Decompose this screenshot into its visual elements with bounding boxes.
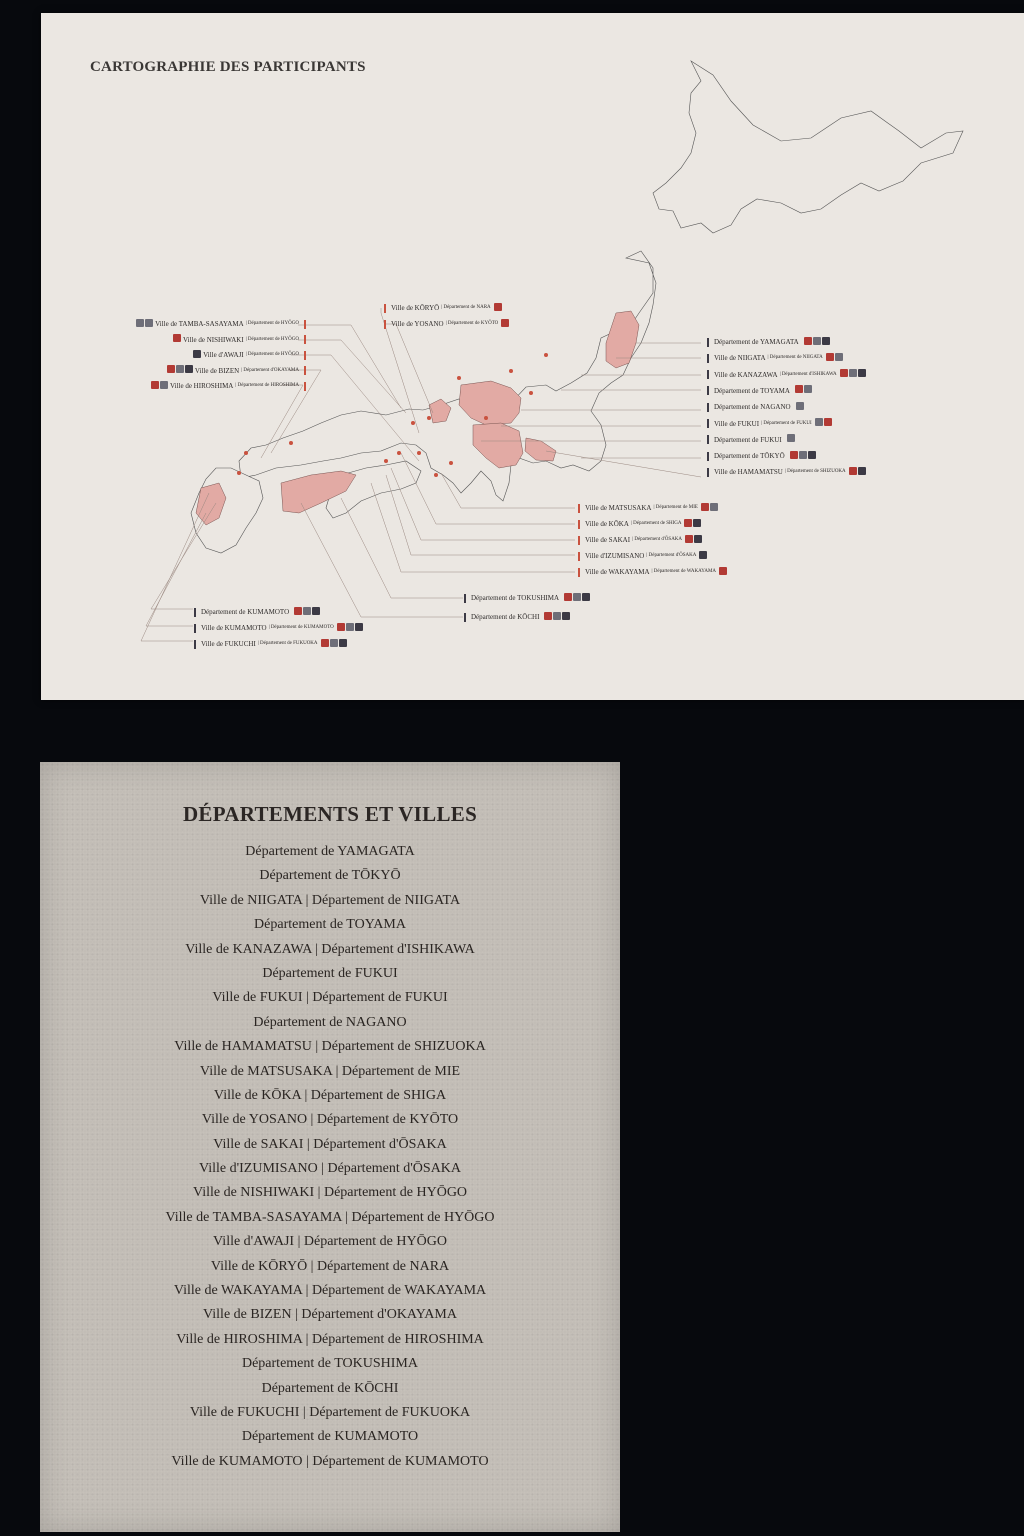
participation-icon xyxy=(339,639,347,647)
map-label xyxy=(704,370,866,380)
label-name: Ville d'AWAJI xyxy=(203,351,244,359)
participation-icon xyxy=(701,503,709,511)
hokkaido-outline xyxy=(653,61,963,233)
participation-icon xyxy=(813,337,821,345)
participation-icon xyxy=(822,337,830,345)
label-department: | Département d'ŌSAKA xyxy=(646,553,697,558)
label-department: | Département d'ŌSAKA xyxy=(632,537,683,542)
participation-icons xyxy=(543,612,570,623)
label-marker xyxy=(194,624,196,633)
participation-icon xyxy=(330,639,338,647)
map-title: CARTOGRAPHIE DES PARTICIPANTS xyxy=(90,59,366,75)
departments-plaque xyxy=(40,762,620,1532)
map-label xyxy=(575,503,718,513)
participation-icons xyxy=(500,319,509,330)
map-label xyxy=(575,535,702,545)
map-label xyxy=(704,386,812,396)
participation-icons xyxy=(135,319,153,330)
participation-icon xyxy=(564,593,572,601)
participation-icon xyxy=(799,451,807,459)
participation-icon xyxy=(501,319,509,327)
plaque-entry: Ville de MATSUSAKA | Département de MIE xyxy=(199,1063,461,1079)
map-label xyxy=(381,319,509,329)
plaque-entry: Département de TŌKYŌ xyxy=(259,868,401,884)
label-marker xyxy=(304,335,306,344)
participation-icons xyxy=(684,535,702,546)
participation-icon xyxy=(699,551,707,559)
participation-icons xyxy=(493,303,502,314)
participation-icon xyxy=(346,623,354,631)
participation-icon xyxy=(173,334,181,342)
plaque-entry: Ville de FUKUI | Département de FUKUI xyxy=(212,990,448,1006)
participation-icon xyxy=(337,623,345,631)
label-marker xyxy=(707,419,709,428)
label-marker xyxy=(707,338,709,347)
participation-icons xyxy=(794,385,812,396)
participation-icon xyxy=(176,365,184,373)
participation-icon xyxy=(136,319,144,327)
participation-icon xyxy=(185,365,193,373)
participation-icon xyxy=(303,607,311,615)
participation-icon xyxy=(815,418,823,426)
map-board xyxy=(41,13,1024,700)
map-label xyxy=(461,612,570,622)
map-label xyxy=(704,402,804,412)
label-name: Département de TŌKYŌ xyxy=(714,452,785,461)
plaque-entry: Département de KŌCHI xyxy=(261,1380,399,1396)
label-department: | Département d'ISHIKAWA xyxy=(779,371,837,377)
participation-icon xyxy=(858,467,866,475)
plaque-entry: Ville de FUKUCHI | Département de FUKUOKA xyxy=(189,1404,471,1420)
participation-icon xyxy=(849,369,857,377)
label-name: Ville de YOSANO xyxy=(391,320,444,328)
label-name: Ville de KŌRYŌ xyxy=(391,304,440,312)
label-department: | Département d'OKAYAMA xyxy=(241,367,299,373)
participation-icon xyxy=(835,353,843,361)
label-name: Ville de HIROSHIMA xyxy=(170,382,234,390)
label-name: Département de KŌCHI xyxy=(471,613,540,621)
label-marker xyxy=(707,435,709,444)
label-name: Département de TOYAMA xyxy=(714,386,790,395)
plaque-entry: Département de KUMAMOTO xyxy=(241,1429,419,1445)
plaque-entry: Ville de SAKAI | Département d'ŌSAKA xyxy=(213,1136,447,1152)
plaque-entry: Ville d'IZUMISANO | Département d'ŌSAKA xyxy=(198,1161,462,1177)
participation-icons xyxy=(172,334,181,345)
map-label xyxy=(191,623,363,633)
label-name: Ville de NISHIWAKI xyxy=(183,335,244,344)
participation-icon xyxy=(684,519,692,527)
region-yamagata xyxy=(606,311,639,368)
label-marker xyxy=(707,386,709,395)
label-marker xyxy=(707,452,709,461)
label-name: Ville de FUKUI xyxy=(714,419,760,428)
participation-icon xyxy=(824,418,832,426)
label-marker xyxy=(464,613,466,622)
map-label xyxy=(172,335,309,345)
honshu-outline xyxy=(239,251,656,501)
plaque-entry: Département de NAGANO xyxy=(253,1014,407,1030)
participation-icons xyxy=(795,402,804,413)
participation-icon xyxy=(826,353,834,361)
label-name: Département de NAGANO xyxy=(714,403,791,412)
plaque-entry: Ville de HAMAMATSU | Département de SHIZUOKA xyxy=(174,1039,486,1055)
map-label xyxy=(461,593,590,603)
map-label xyxy=(704,467,866,477)
plaque-entry-list xyxy=(40,840,620,1474)
plaque-entry: Ville de YOSANO | Département de KYŌTO xyxy=(201,1112,459,1128)
map-label xyxy=(704,435,795,445)
plaque-entry: Ville de KANAZAWA | Département d'ISHIKAWA xyxy=(185,941,475,957)
participation-icon xyxy=(193,350,201,358)
map-label xyxy=(191,607,320,617)
participation-icons xyxy=(814,418,832,429)
plaque-entry: Département de FUKUI xyxy=(262,965,398,981)
map-label xyxy=(191,639,347,649)
label-department: | Département de MIE xyxy=(653,505,698,510)
label-name: Ville de KUMAMOTO xyxy=(201,624,267,632)
participation-icon xyxy=(553,612,561,620)
participation-icons xyxy=(166,365,193,376)
map-label xyxy=(575,567,727,577)
participation-icon xyxy=(294,607,302,615)
map-label xyxy=(704,419,832,429)
map-label xyxy=(166,366,309,376)
label-marker xyxy=(578,552,580,561)
label-marker xyxy=(578,504,580,513)
participation-icon xyxy=(796,402,804,410)
label-department: | Département de NARA xyxy=(441,305,491,310)
label-name: Ville de HAMAMATSU xyxy=(714,468,783,477)
plaque-entry: Ville de WAKAYAMA | Département de WAKAYAMA xyxy=(173,1283,487,1299)
label-name: Ville de BIZEN xyxy=(194,366,240,375)
label-name: Ville de MATSUSAKA xyxy=(585,504,652,512)
participation-icons xyxy=(718,567,727,578)
label-marker xyxy=(707,370,709,379)
participation-icon xyxy=(808,451,816,459)
participation-icons xyxy=(700,503,718,514)
plaque-title: DÉPARTEMENTS ET VILLES xyxy=(182,802,478,826)
label-name: Département de YAMAGATA xyxy=(714,338,799,346)
participation-icon xyxy=(693,519,701,527)
participation-icons xyxy=(789,451,816,462)
participation-icon xyxy=(694,535,702,543)
participation-icons xyxy=(839,369,866,380)
label-marker xyxy=(384,304,386,313)
label-department: | Département de FUKUI xyxy=(761,420,812,426)
plaque-entry: Ville de NIIGATA | Département de NIIGATA xyxy=(199,892,461,908)
map-label xyxy=(135,319,309,329)
participation-icon xyxy=(160,381,168,389)
participation-icon xyxy=(321,639,329,647)
label-name: Ville de SAKAI xyxy=(585,536,631,544)
participation-icon xyxy=(573,593,581,601)
label-department: | Département de HYŌGO xyxy=(245,321,299,326)
plaque-entry: Ville de KUMAMOTO | Département de KUMAMOTO xyxy=(171,1453,489,1469)
plaque-entry: Ville de KŌRYŌ | Département de NARA xyxy=(210,1258,450,1274)
participation-icons xyxy=(563,593,590,604)
label-department: | Département de NIIGATA xyxy=(767,355,823,361)
label-marker xyxy=(194,640,196,649)
participation-icon xyxy=(790,451,798,459)
label-department: | Département de KUMAMOTO xyxy=(268,625,334,630)
label-marker xyxy=(707,354,709,363)
label-department: | Département de HYŌGO xyxy=(245,336,299,342)
participation-icons xyxy=(698,551,707,562)
label-marker xyxy=(578,536,580,545)
label-marker xyxy=(578,520,580,529)
participation-icons xyxy=(786,434,795,445)
label-marker xyxy=(304,366,306,375)
participation-icon xyxy=(582,593,590,601)
label-name: Département de TOKUSHIMA xyxy=(471,594,560,602)
plaque-entry: Ville d'AWAJI | Département de HYŌGO xyxy=(213,1234,447,1250)
participation-icon xyxy=(355,623,363,631)
participation-icon xyxy=(151,381,159,389)
participation-icons xyxy=(293,607,320,618)
participation-icon xyxy=(849,467,857,475)
participation-icon xyxy=(858,369,866,377)
plaque-entry: Ville de NISHIWAKI | Département de HYŌGO xyxy=(192,1185,468,1201)
label-marker xyxy=(304,382,306,391)
label-marker xyxy=(384,320,386,329)
label-name: Ville de WAKAYAMA xyxy=(585,568,650,576)
plaque-entry: Ville de KŌKA | Département de SHIGA xyxy=(213,1087,447,1103)
label-department: | Département de HIROSHIMA xyxy=(235,383,299,388)
participation-icons xyxy=(336,623,363,634)
participation-icons xyxy=(683,519,701,530)
label-marker xyxy=(707,403,709,412)
label-department: | Département de FUKUOKA xyxy=(257,641,318,646)
plaque-entry: Département de TOKUSHIMA xyxy=(241,1356,418,1372)
participation-icon xyxy=(804,337,812,345)
label-marker xyxy=(304,320,306,329)
participation-icons xyxy=(825,353,843,364)
label-name: Ville de NIIGATA xyxy=(714,354,766,363)
label-department: | Département de SHIZUOKA xyxy=(784,469,846,475)
label-department: | Département de HYŌGO xyxy=(245,352,299,357)
plaque-entry: Ville de BIZEN | Département d'OKAYAMA xyxy=(203,1307,457,1323)
participation-icon xyxy=(685,535,693,543)
plaque-entry: Département de YAMAGATA xyxy=(245,844,415,859)
label-name: Ville d'IZUMISANO xyxy=(585,552,645,560)
map-label xyxy=(704,353,843,363)
label-marker xyxy=(464,594,466,603)
participation-icons xyxy=(320,639,347,650)
label-name: Ville de KŌKA xyxy=(585,520,629,528)
map-label xyxy=(704,337,830,347)
label-department: | Département de WAKAYAMA xyxy=(651,569,716,574)
map-label xyxy=(575,519,701,529)
plaque-entry: Ville de TAMBA-SASAYAMA | Département de HYŌGO xyxy=(165,1209,495,1225)
participation-icon xyxy=(312,607,320,615)
label-marker xyxy=(578,568,580,577)
participation-icons xyxy=(150,381,168,392)
participation-icon xyxy=(167,365,175,373)
label-name: Ville de FUKUCHI xyxy=(201,640,256,648)
participation-icon xyxy=(840,369,848,377)
label-name: Département de FUKUI xyxy=(714,435,782,444)
participation-icon xyxy=(544,612,552,620)
participation-icon xyxy=(145,319,153,327)
plaque-entry: Département de TOYAMA xyxy=(254,917,406,933)
participation-icons xyxy=(803,337,830,348)
participation-icons xyxy=(192,350,201,361)
label-name: Département de KUMAMOTO xyxy=(201,608,290,616)
label-marker xyxy=(194,608,196,617)
label-department: | Département de SHIGA xyxy=(630,521,682,526)
map-label xyxy=(192,350,309,360)
participation-icon xyxy=(795,385,803,393)
map-label xyxy=(704,451,816,461)
participation-icon xyxy=(719,567,727,575)
label-marker xyxy=(707,468,709,477)
map-label xyxy=(381,303,502,313)
participation-icon xyxy=(710,503,718,511)
participation-icons xyxy=(848,467,866,478)
participation-icon xyxy=(562,612,570,620)
label-name: Ville de TAMBA-SASAYAMA xyxy=(155,320,244,328)
label-name: Ville de KANAZAWA xyxy=(714,370,778,379)
map-label xyxy=(575,551,707,561)
participation-icon xyxy=(804,385,812,393)
participation-icon xyxy=(787,434,795,442)
map-label xyxy=(150,381,309,391)
plaque-entry: Ville de HIROSHIMA | Département de HIROSHIMA xyxy=(176,1331,484,1347)
label-marker xyxy=(304,351,306,360)
label-department: | Département de KYŌTO xyxy=(445,321,499,326)
participation-icon xyxy=(494,303,502,311)
